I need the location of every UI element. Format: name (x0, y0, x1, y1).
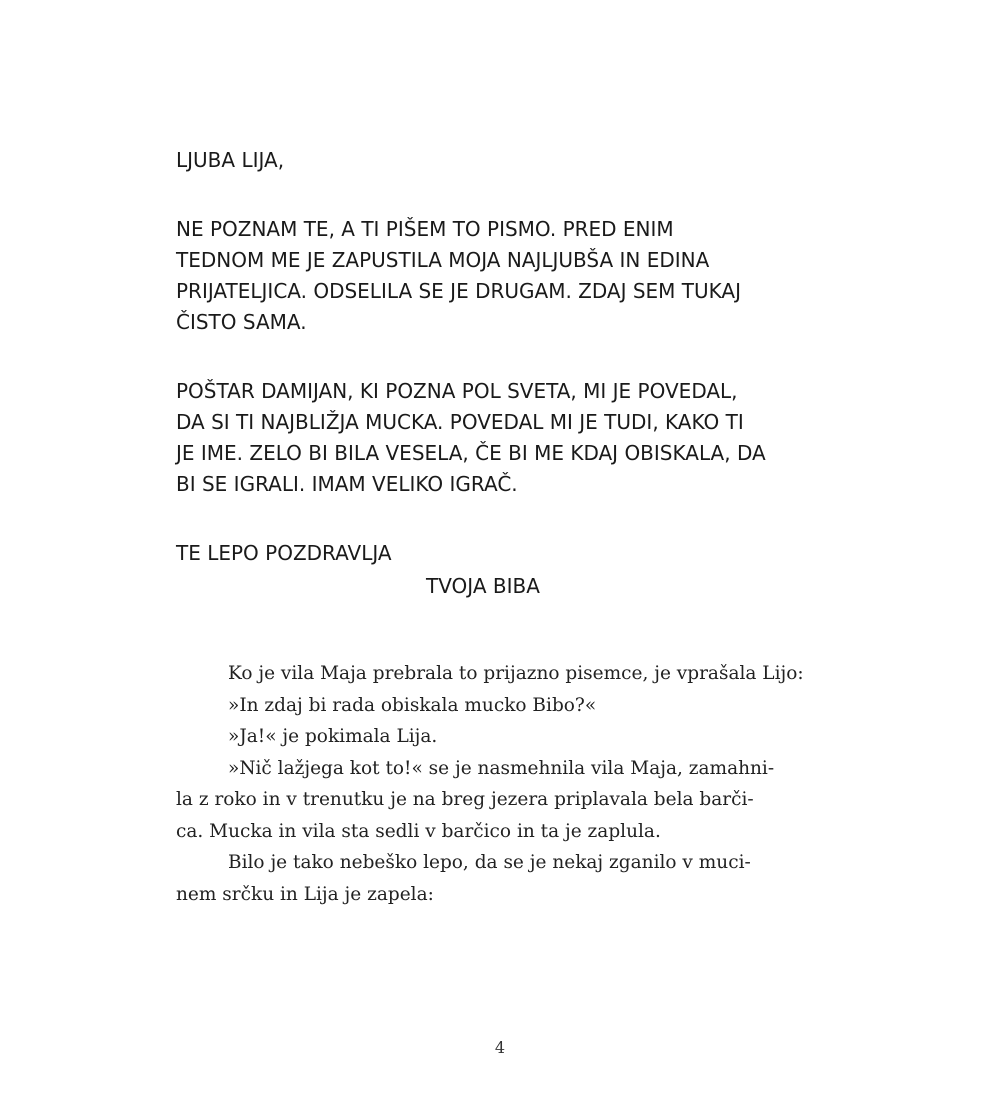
letter-line: DA SI TI NAJBLIŽJA MUCKA. POVEDAL MI JE TUDI, KAKO TI (176, 410, 744, 434)
letter-signature: TVOJA BIBA (426, 574, 540, 598)
story-text (176, 658, 836, 910)
letter-greeting: LJUBA LIJA, (176, 148, 285, 172)
story-line: nem srčku in Lija je zapela: (176, 883, 434, 905)
page-number: 4 (494, 1038, 506, 1057)
letter-line: PRIJATELJICA. ODSELILA SE JE DRUGAM. ZDAJ SEM TUKAJ (176, 279, 741, 303)
letter-paragraph-2 (176, 376, 836, 500)
letter-line: POŠTAR DAMIJAN, KI POZNA POL SVETA, MI JE POVEDAL, (176, 379, 738, 403)
story-line: la z roko in v trenutku je na breg jezera priplavala bela barči- (176, 789, 754, 810)
story-line: »Ja!« je pokimala Lija. (228, 726, 438, 747)
story-line: ca. Mucka in vila sta sedli v barčico in ta je zaplula. (176, 820, 661, 842)
story-line: Bilo je tako nebeško lepo, da se je nekaj zganilo v muci- (228, 852, 751, 873)
letter-line: TEDNOM ME JE ZAPUSTILA MOJA NAJLJUBŠA IN EDINA (176, 248, 710, 272)
story-line: »In zdaj bi rada obiskala mucko Bibo?« (228, 694, 597, 716)
story-line: Ko je vila Maja prebrala to prijazno pisemce, je vprašala Lijo: (228, 663, 804, 684)
letter-line: NE POZNAM TE, A TI PIŠEM TO PISMO. PRED ENIM (176, 217, 674, 241)
letter-closing: TE LEPO POZDRAVLJA (176, 541, 392, 565)
story-line: »Nič lažjega kot to!« se je nasmehnila vila Maja, zamahni- (228, 757, 775, 779)
letter-block (176, 145, 836, 602)
letter-line: JE IME. ZELO BI BILA VESELA, ČE BI ME KDAJ OBISKALA, DA (176, 441, 766, 465)
letter-line: BI SE IGRALI. IMAM VELIKO IGRAČ. (176, 472, 518, 496)
letter-line: ČISTO SAMA. (176, 310, 307, 334)
letter-paragraph-1 (176, 214, 836, 338)
